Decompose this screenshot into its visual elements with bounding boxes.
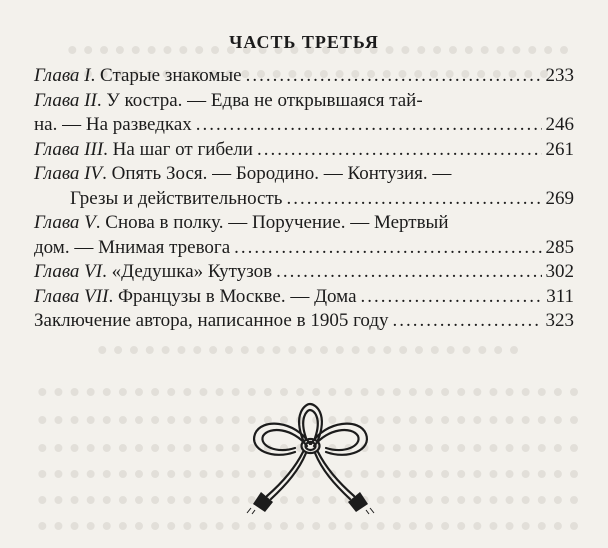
toc-entry-title [34, 309, 389, 334]
toc-entry-line [34, 211, 574, 236]
leader-dots [234, 236, 541, 261]
leader-dots [393, 309, 542, 334]
chapter-title-text: . Старые знакомые [90, 65, 242, 86]
leader-dots [286, 187, 541, 212]
leader-dots [257, 138, 542, 163]
toc-entry-line [34, 260, 574, 285]
leader-dots [361, 285, 543, 310]
chapter-label: Глава II [34, 89, 97, 111]
chapter-title-text: Грезы и действительность [70, 187, 283, 209]
chapter-label: Глава III [34, 138, 104, 160]
toc-entry-line [34, 187, 574, 212]
toc-entry-title [34, 64, 242, 89]
knot-ornament-icon [243, 400, 378, 515]
chapter-title-text: . Снова в полку. — Поручение. — Мертвый [95, 212, 449, 233]
chapter-title-text: . Французы в Москве. — Дома [108, 285, 357, 307]
table-of-contents [34, 64, 574, 334]
chapter-title-text: . Опять Зося. — Бородино. — Контузия. — [102, 163, 452, 184]
page-number: 233 [545, 65, 574, 86]
section-heading: ЧАСТЬ ТРЕТЬЯ [229, 32, 379, 52]
toc-entry-line [34, 64, 574, 89]
toc-entry-title [34, 89, 423, 114]
toc-entry-line [34, 309, 574, 334]
toc-entry-title [34, 138, 253, 163]
leader-dots [196, 113, 542, 138]
toc-entry-title [34, 285, 357, 310]
page-number: 261 [545, 138, 574, 160]
page-number: 285 [545, 236, 574, 258]
toc-entry-title [70, 187, 282, 212]
toc-entry-title [34, 162, 451, 187]
chapter-title-text: дом. — Мнимая тревога [34, 236, 231, 258]
chapter-label: Глава IV [34, 163, 103, 184]
chapter-label: Глава V [34, 212, 96, 233]
toc-entry-title [34, 211, 448, 236]
chapter-title-text: . «Дедушка» Кутузов [102, 261, 273, 282]
toc-entry-line [34, 138, 574, 163]
chapter-title-text: . У костра. — Едва не открывшаяся тай- [96, 89, 423, 111]
toc-entry-title [34, 260, 272, 285]
toc-entry-line [34, 113, 574, 138]
page-number: 302 [545, 261, 574, 282]
page-number: 269 [545, 187, 574, 209]
page-number: 311 [546, 285, 574, 307]
toc-entry-line [34, 162, 574, 187]
toc-entry-title [34, 113, 192, 138]
chapter-label: Глава VII [34, 285, 109, 307]
chapter-label: Глава I [34, 65, 91, 86]
chapter-title-text: . На шаг от гибели [103, 138, 253, 160]
page-number: 246 [545, 114, 574, 135]
toc-entry-line [34, 236, 574, 261]
chapter-label: Глава VI [34, 261, 103, 282]
leader-dots [246, 64, 542, 89]
toc-entry-line [34, 89, 574, 114]
leader-dots [276, 260, 541, 285]
toc-entry-title [34, 236, 230, 261]
chapter-title-text: на. — На разведках [34, 114, 192, 135]
page-number: 323 [545, 310, 574, 331]
toc-entry-line [34, 285, 574, 310]
chapter-title-text: Заключение автора, написанное в 1905 году [34, 310, 389, 331]
